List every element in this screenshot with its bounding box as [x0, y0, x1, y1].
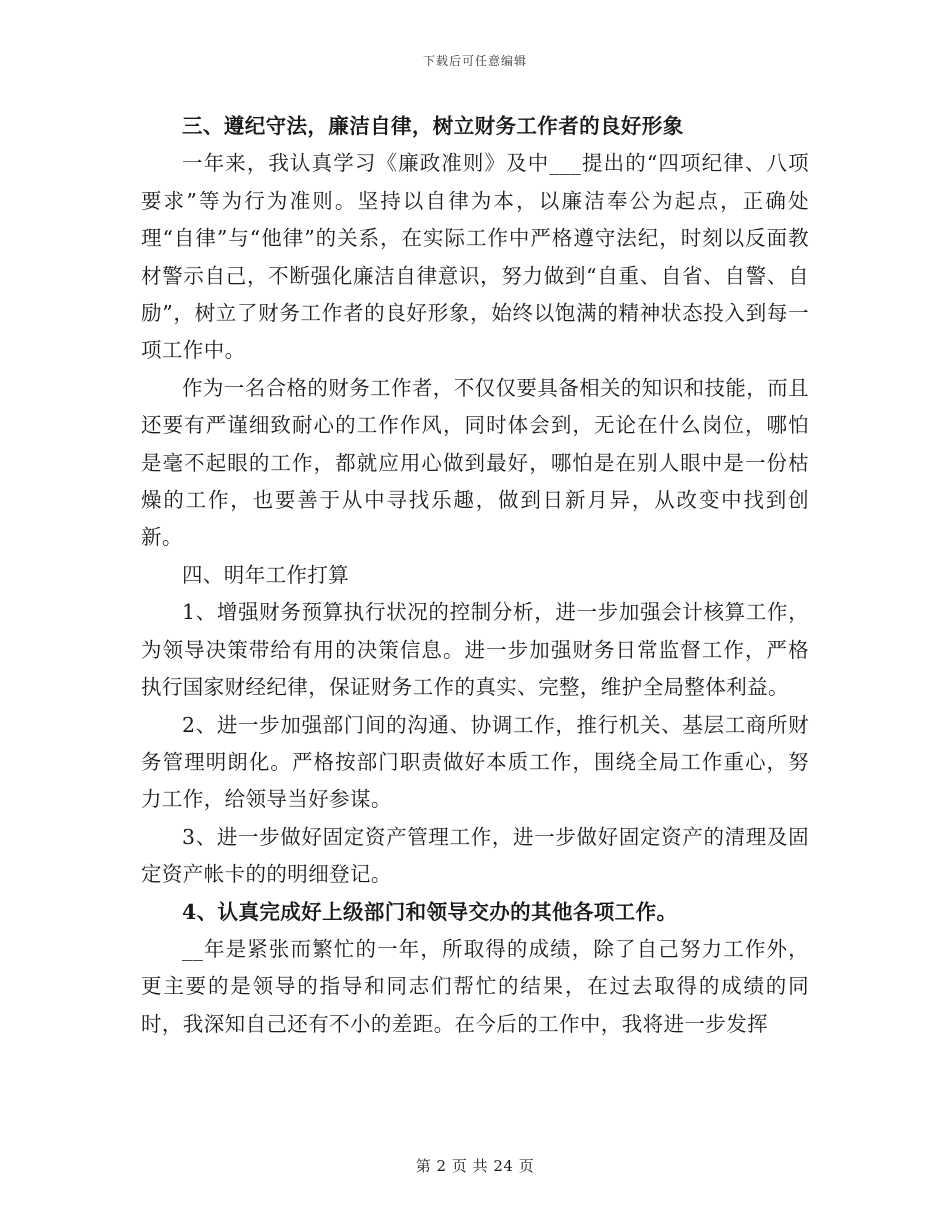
closing-paragraph: __年是紧张而繁忙的一年，所取得的成绩，除了自己努力工作外，更主要的是领导的指导和同志们帮忙的结果，在过去取得的成绩的同时，我深知自己还有不小的差距。在今后的工作中，我将进一步发挥: [141, 936, 809, 1036]
section-4-item-3: 3、进一步做好固定资产管理工作，进一步做好固定资产的清理及固定资产帐卡的的明细登记。: [141, 824, 809, 887]
section-3-paragraph-2: 作为一名合格的财务工作者，不仅仅要具备相关的知识和技能，而且还要有严谨细致耐心的工作作风，同时体会到，无论在什么岗位，哪怕是毫不起眼的工作，都就应用心做到最好，哪怕是在别人眼中是一份枯燥的工作，也要善于从中寻找乐趣，做到日新月异，从改变中找到创新。: [141, 375, 809, 550]
section-3-heading: 三、遵纪守法，廉洁自律，树立财务工作者的良好形象: [182, 114, 684, 138]
section-4-item-4-heading: 4、认真完成好上级部门和领导交办的其他各项工作。: [182, 899, 678, 924]
section-4-item-2: 2、进一步加强部门间的沟通、协调工作，推行机关、基层工商所财务管理明朗化。严格按部门职责做好本质工作，围绕全局工作重心，努力工作，给领导当好参谋。: [141, 712, 809, 812]
section-4-item-1: 1、增强财务预算执行状况的控制分析，进一步加强会计核算工作，为领导决策带给有用的决策信息。进一步加强财务日常监督工作，严格执行国家财经纪律，保证财务工作的真实、完整，维护全局整体利益。: [141, 600, 809, 700]
page-number: 第 2 页 共 24 页: [415, 1157, 535, 1175]
section-3-paragraph-1: 一年来，我认真学习《廉政准则》及中___提出的“四项纪律、八项要求”等为行为准则。坚持以自律为本，以廉洁奉公为起点，正确处理“自律”与“他律”的关系，在实际工作中严格遵守法纪，时刻以反面教材警示自己，不断强化廉洁自律意识，努力做到“自重、自省、自警、自励”，树立了财务工作者的良好形象，始终以饱满的精神状态投入到每一项工作中。: [141, 151, 809, 363]
section-4-heading: 四、明年工作打算: [182, 562, 350, 587]
page-header: 下载后可任意编辑: [422, 54, 527, 68]
document-body: [141, 108, 809, 1043]
